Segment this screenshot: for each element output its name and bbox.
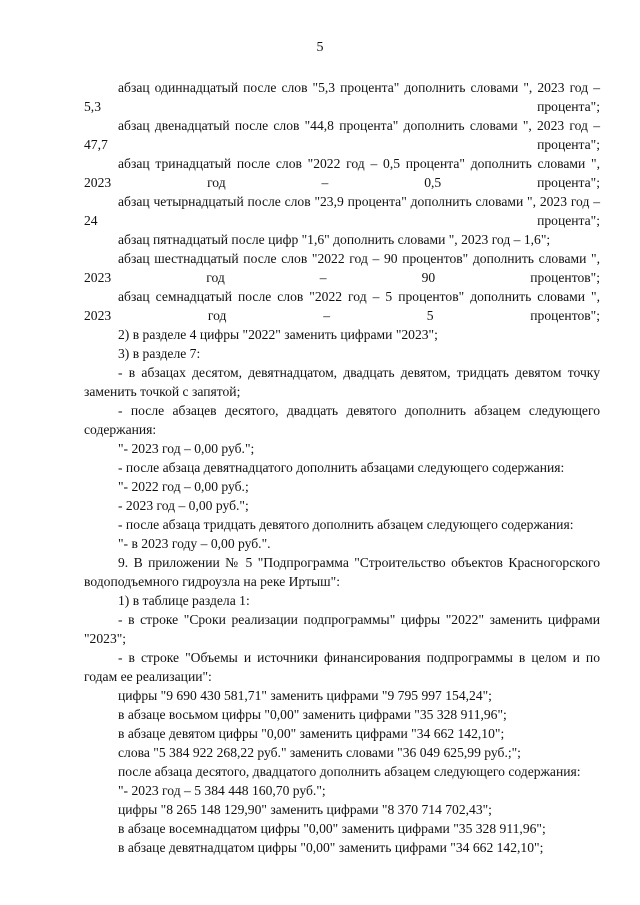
paragraph: абзац двенадцатый после слов "44,8 процента" дополнить словами ", 2023 год – 47,7 процента"; [84, 118, 600, 152]
paragraph: - после абзацев десятого, двадцать девятого дополнить абзацем следующего содержания: [84, 403, 600, 437]
paragraph: абзац пятнадцатый после цифр "1,6" дополнить словами ", 2023 год – 1,6"; [118, 232, 551, 247]
paragraph: абзац семнадцатый после слов "2022 год – 5 процентов" дополнить словами ", 2023 год – 5 процентов"; [84, 289, 600, 323]
paragraph: "- в 2023 году – 0,00 руб.". [118, 536, 271, 551]
paragraph: абзац одиннадцатый после слов "5,3 процента" дополнить словами ", 2023 год – 5,3 процента"; [84, 80, 600, 114]
paragraph: в абзаце восемнадцатом цифры "0,00" заменить цифрами "35 328 911,96"; [118, 821, 546, 836]
paragraph: в абзаце девятом цифры "0,00" заменить цифрами "34 662 142,10"; [118, 726, 505, 741]
document-body [84, 78, 600, 857]
paragraph: абзац шестнадцатый после слов "2022 год – 90 процентов" дополнить словами ", 2023 год – 90 процентов"; [84, 251, 600, 285]
paragraph: 2) в разделе 4 цифры "2022" заменить цифрами "2023"; [118, 327, 438, 342]
paragraph: "- 2022 год – 0,00 руб.; [118, 479, 249, 494]
paragraph: - после абзаца девятнадцатого дополнить абзацами следующего содержания: [118, 460, 565, 475]
paragraph: после абзаца десятого, двадцатого дополнить абзацем следующего содержания: [118, 764, 581, 779]
paragraph: 1) в таблице раздела 1: [118, 593, 250, 608]
paragraph: - 2023 год – 0,00 руб."; [118, 498, 249, 513]
paragraph: - после абзаца тридцать девятого дополнить абзацем следующего содержания: [118, 517, 574, 532]
paragraph: абзац четырнадцатый после слов "23,9 процента" дополнить словами ", 2023 год – 24 процента"; [84, 194, 600, 228]
paragraph: 3) в разделе 7: [118, 346, 201, 361]
paragraph: - в строке "Объемы и источники финансирования подпрограммы в целом и по годам ее реализации": [84, 650, 600, 684]
paragraph: слова "5 384 922 268,22 руб." заменить словами "36 049 625,99 руб.;"; [118, 745, 521, 760]
paragraph: 9. В приложении № 5 "Подпрограмма "Строительство объектов Красногорского водоподъемного гидроузла на реке Иртыш": [84, 555, 600, 589]
page-number: 5 [316, 40, 324, 55]
paragraph: в абзаце восьмом цифры "0,00" заменить цифрами "35 328 911,96"; [118, 707, 507, 722]
paragraph: "- 2023 год – 0,00 руб."; [118, 441, 255, 456]
paragraph: - в строке "Сроки реализации подпрограммы" цифры "2022" заменить цифрами "2023"; [84, 612, 600, 646]
paragraph: "- 2023 год – 5 384 448 160,70 руб."; [118, 783, 326, 798]
paragraph: - в абзацах десятом, девятнадцатом, двадцать девятом, тридцать девятом точку заменить точкой с запятой; [84, 365, 600, 399]
paragraph: цифры "9 690 430 581,71" заменить цифрами "9 795 997 154,24"; [118, 688, 492, 703]
paragraph: в абзаце девятнадцатом цифры "0,00" заменить цифрами "34 662 142,10"; [118, 840, 544, 855]
paragraph: цифры "8 265 148 129,90" заменить цифрами "8 370 714 702,43"; [118, 802, 492, 817]
paragraph: абзац тринадцатый после слов "2022 год – 0,5 процента" дополнить словами ", 2023 год – 0,5 процента"; [84, 156, 600, 190]
